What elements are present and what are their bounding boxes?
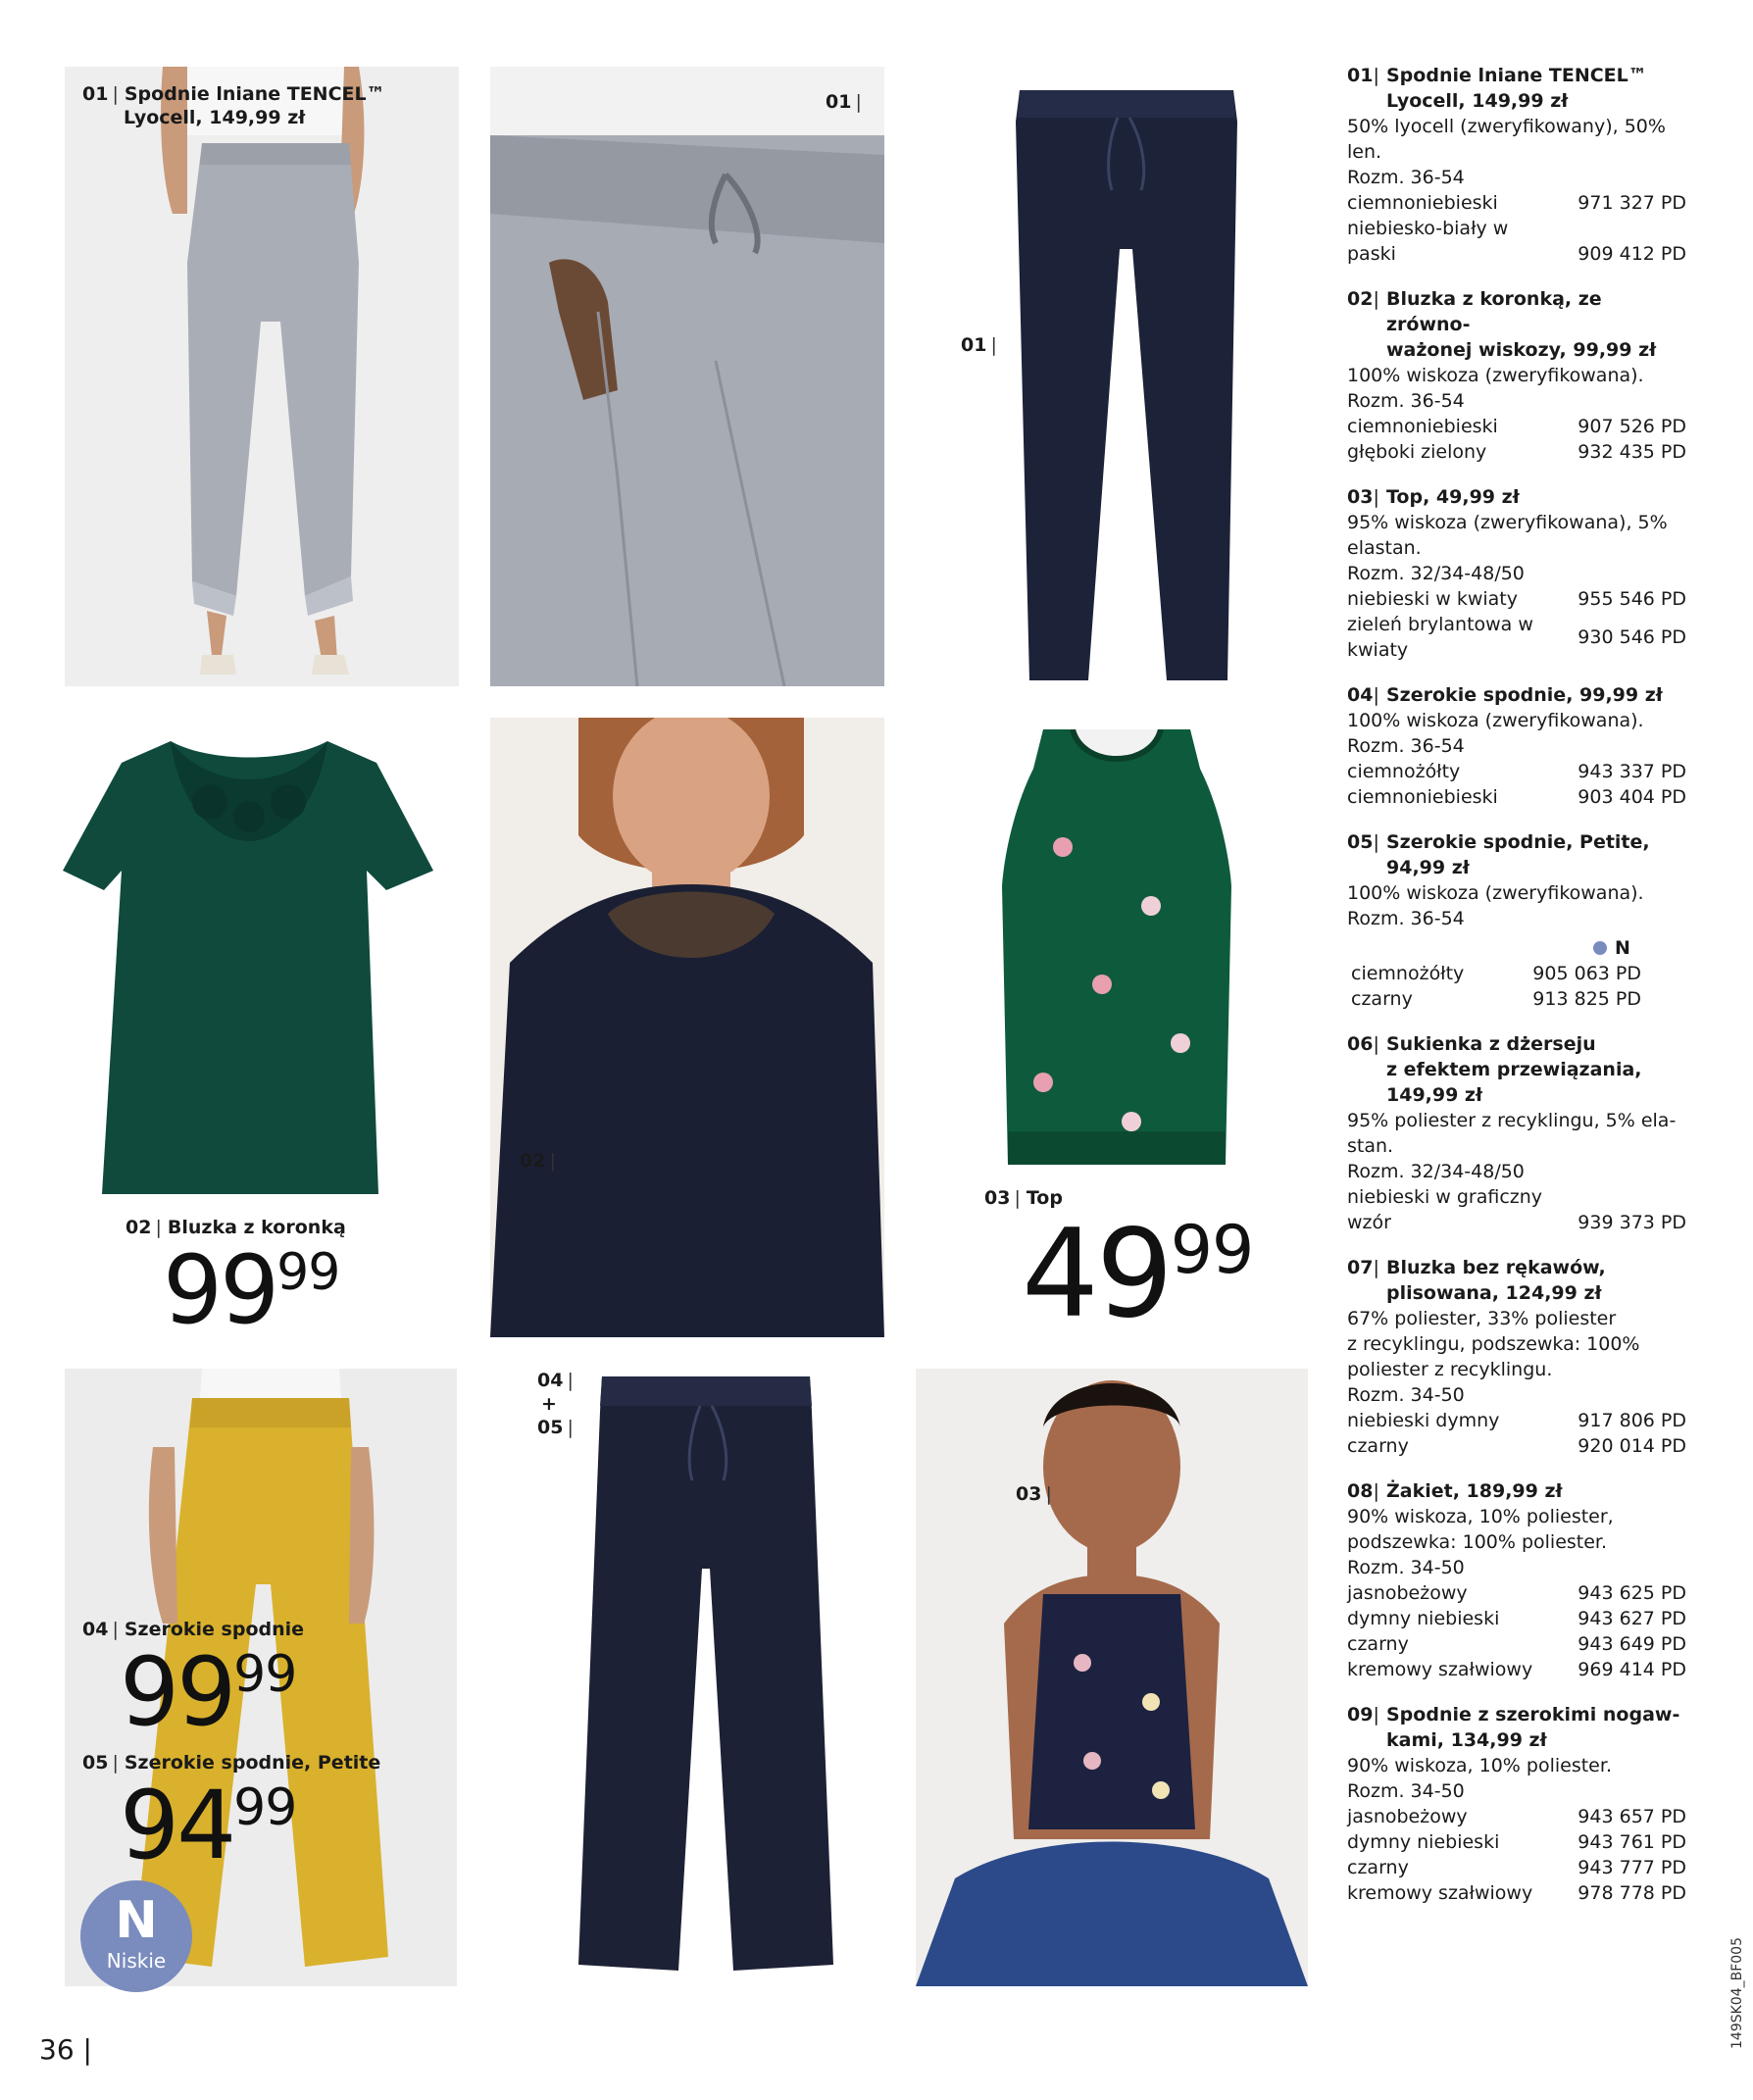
info-product-05: [1347, 829, 1686, 1012]
product-title-1: Top, 49,99 zł: [1386, 486, 1520, 508]
color-name: kremowy szałwiowy: [1347, 1882, 1533, 1904]
label-text: Szerokie spodnie: [124, 1619, 305, 1640]
order-code: 978 778 PD: [1578, 1882, 1686, 1904]
label-text: Top: [1026, 1187, 1063, 1209]
label-04-wide-pants: 04 | Szerokie spodnie: [82, 1619, 305, 1640]
info-product-01: [1347, 63, 1686, 267]
product-title: 02| Bluzka z koronką, ze zrówno- ważonej wiskozy, 99,99 zł: [1347, 288, 1657, 361]
photo-grey-pants-model: [65, 67, 459, 686]
price-int: 94: [120, 1771, 234, 1880]
color-name: niebieski dymny: [1347, 1410, 1500, 1431]
product-title: 08| Żakiet, 189,99 zł: [1347, 1480, 1563, 1502]
product-size: Rozm. 32/34-48/50: [1347, 1161, 1525, 1182]
product-desc: 90% wiskoza, 10% poliester.: [1347, 1755, 1612, 1776]
label-num-05: 05: [537, 1417, 564, 1438]
color-row: [1347, 1408, 1686, 1433]
label-num: 03: [984, 1187, 1011, 1209]
color-row: [1347, 1855, 1686, 1880]
color-row: [1347, 414, 1686, 439]
product-desc: poliester z recyklingu.: [1347, 1359, 1553, 1380]
product-title-1: Sukienka z dżerseju: [1386, 1033, 1596, 1055]
order-code: 903 404 PD: [1578, 786, 1686, 808]
product-title-2: z efektem przewiązania,: [1386, 1059, 1642, 1080]
order-code: 932 435 PD: [1578, 441, 1686, 463]
color-row: [1347, 1184, 1686, 1235]
order-code: 905 063 PD: [1532, 963, 1641, 984]
product-title-3: 149,99 zł: [1386, 1084, 1483, 1106]
product-title-1: Szerokie spodnie, 99,99 zł: [1386, 684, 1663, 706]
product-desc: 95% wiskoza (zweryfikowana), 5%: [1347, 512, 1668, 533]
product-title: 09| Spodnie z szerokimi nogaw- kami, 134,99 zł: [1347, 1704, 1680, 1751]
order-code: 943 627 PD: [1578, 1608, 1686, 1629]
label-num: 04: [82, 1619, 109, 1640]
color-name: czarny: [1347, 1633, 1409, 1655]
photo-floral-top-model: [916, 1369, 1308, 1986]
color-row: [1347, 784, 1686, 810]
product-title-2: Lyocell, 149,99 zł: [1386, 90, 1569, 112]
product-num: 02: [1347, 288, 1374, 310]
order-code: 943 761 PD: [1578, 1831, 1686, 1853]
product-desc: z recyklingu, podszewka: 100%: [1347, 1333, 1640, 1355]
label-05-petite: 05 | Szerokie spodnie, Petite: [82, 1752, 381, 1774]
label-0405: 04 | + 05 |: [537, 1370, 574, 1438]
product-size: Rozm. 32/34-48/50: [1347, 563, 1525, 584]
niskie-mark-letter: N: [1615, 937, 1630, 959]
price-int: 99: [120, 1637, 234, 1747]
product-title-2: kami, 134,99 zł: [1386, 1729, 1547, 1751]
product-desc: 90% wiskoza, 10% poliester,: [1347, 1506, 1614, 1527]
color-row: [1347, 1804, 1686, 1829]
product-num: 05: [1347, 831, 1374, 853]
product-title-2: 94,99 zł: [1386, 857, 1470, 878]
color-row: [1347, 586, 1686, 612]
catalog-code: 149SK04_BF005: [1729, 1937, 1745, 2049]
photo-green-floral-top: [984, 729, 1249, 1165]
order-code: 969 414 PD: [1578, 1659, 1686, 1680]
product-size: Rozm. 34-50: [1347, 1780, 1465, 1802]
order-code: 939 373 PD: [1578, 1212, 1686, 1233]
product-desc: 100% wiskoza (zweryfikowana).: [1347, 882, 1644, 904]
product-size: Rozm. 34-50: [1347, 1557, 1465, 1578]
label-03-top: 03 | Top: [984, 1187, 1063, 1209]
photo-navy-pants: [1010, 82, 1245, 686]
badge-text: Niskie: [106, 1949, 167, 1973]
color-name: czarny: [1347, 1435, 1409, 1457]
badge-letter: N: [115, 1891, 158, 1950]
product-title: 03| Top, 49,99 zł: [1347, 486, 1520, 508]
photo-grey-pants-closeup: [490, 67, 884, 686]
product-size: Rozm. 36-54: [1347, 390, 1465, 412]
product-desc: 67% poliester, 33% poliester: [1347, 1308, 1617, 1329]
product-title-1: Żakiet, 189,99 zł: [1386, 1480, 1563, 1502]
color-name: niebieski w kwiaty: [1347, 588, 1518, 610]
product-title-1: Bluzka bez rękawów,: [1386, 1257, 1606, 1278]
order-code: 971 327 PD: [1578, 192, 1686, 214]
label-01-navy: 01 |: [961, 334, 997, 356]
color-row: [1347, 1580, 1686, 1606]
product-size: Rozm. 36-54: [1347, 167, 1465, 188]
niskie-badge: [80, 1880, 192, 1992]
product-title-1: Szerokie spodnie, Petite,: [1386, 831, 1650, 853]
color-name: głęboki zielony: [1347, 441, 1487, 463]
product-desc: 50% lyocell (zweryfikowany), 50%: [1347, 116, 1666, 137]
photo-green-blouse: [63, 733, 435, 1194]
color-name: kremowy szałwiowy: [1347, 1659, 1533, 1680]
price-dec: 99: [1170, 1212, 1254, 1289]
color-row: [1347, 986, 1686, 1012]
price-int: 49: [1022, 1204, 1171, 1345]
color-name: ciemnożółty: [1351, 963, 1465, 984]
color-row: [1347, 1606, 1686, 1631]
product-num: 07: [1347, 1257, 1374, 1278]
order-code: 943 337 PD: [1578, 761, 1686, 782]
product-title-1: Bluzka z koronką, ze zrówno-: [1386, 288, 1602, 335]
label-num: 03: [1016, 1483, 1042, 1505]
color-row: [1347, 612, 1686, 663]
order-code: 943 625 PD: [1578, 1582, 1686, 1604]
price-dec: 99: [233, 1778, 297, 1837]
color-name: dymny niebieski: [1347, 1608, 1500, 1629]
product-desc: 95% poliester z recyklingu, 5% ela-: [1347, 1110, 1677, 1131]
order-code: 920 014 PD: [1578, 1435, 1686, 1457]
product-desc: elastan.: [1347, 537, 1422, 559]
price-05: [120, 1771, 297, 1880]
label-num: 01: [961, 334, 987, 356]
photo-navy-wide-pants: [576, 1373, 835, 1973]
label-text: Spodnie lniane TENCEL™: [124, 83, 385, 105]
info-product-08: [1347, 1478, 1686, 1682]
niskie-dot-icon: [1593, 941, 1607, 955]
order-code: 943 649 PD: [1578, 1633, 1686, 1655]
color-name: ciemnożółty: [1347, 761, 1461, 782]
label-01-closeup: 01 |: [826, 91, 862, 113]
product-title-2: ważonej wiskozy, 99,99 zł: [1386, 339, 1657, 361]
product-title: 01| Spodnie lniane TENCEL™ Lyocell, 149,99 zł: [1347, 65, 1647, 112]
label-03-model: 03 |: [1016, 1483, 1052, 1505]
product-title: 06| Sukienka z dżerseju z efektem przewiązania, 149,99 zł: [1347, 1033, 1642, 1106]
color-row: [1347, 439, 1686, 465]
product-size: Rozm. 36-54: [1347, 908, 1465, 929]
label-num: 02: [520, 1150, 546, 1172]
color-name: dymny niebieski: [1347, 1831, 1500, 1853]
label-02-model: 02 |: [520, 1150, 556, 1172]
color-name: jasnobeżowy: [1347, 1806, 1468, 1827]
label-num-04: 04: [537, 1370, 564, 1391]
label-text-2: Lyocell, 149,99 zł: [124, 107, 306, 128]
photo-navy-lace-blouse-model: [490, 718, 884, 1337]
info-product-09: [1347, 1702, 1686, 1906]
color-name: ciemnoniebieski: [1347, 192, 1498, 214]
color-name: ciemnoniebieski: [1347, 786, 1498, 808]
color-row: [1347, 190, 1686, 216]
product-title: 07| Bluzka bez rękawów, plisowana, 124,99 zł: [1347, 1257, 1606, 1304]
color-row: [1347, 1880, 1686, 1906]
product-title-1: Spodnie lniane TENCEL™: [1386, 65, 1647, 86]
price-04: [120, 1637, 297, 1747]
product-num: 09: [1347, 1704, 1374, 1725]
label-num: 02: [125, 1217, 152, 1238]
product-title-2: plisowana, 124,99 zł: [1386, 1282, 1602, 1304]
info-product-02: [1347, 286, 1686, 465]
label-num: 01: [826, 91, 852, 113]
product-info-column: [1347, 63, 1686, 1925]
price-03: [1022, 1204, 1254, 1345]
order-code: 917 806 PD: [1578, 1410, 1686, 1431]
product-desc: 100% wiskoza (zweryfikowana).: [1347, 710, 1644, 731]
price-int: 99: [163, 1235, 277, 1345]
color-name: ciemnoniebieski: [1347, 416, 1498, 437]
color-name: czarny: [1351, 988, 1413, 1010]
color-name: zieleń brylantowa w kwiaty: [1347, 614, 1533, 661]
order-code: 943 657 PD: [1578, 1806, 1686, 1827]
order-code: 930 546 PD: [1578, 626, 1686, 648]
product-num: 04: [1347, 684, 1374, 706]
color-row: [1347, 961, 1686, 986]
product-desc: len.: [1347, 141, 1382, 163]
price-dec: 99: [276, 1243, 340, 1302]
product-num: 03: [1347, 486, 1374, 508]
product-num: 06: [1347, 1033, 1374, 1055]
label-num: 05: [82, 1752, 109, 1774]
color-name: niebieski w graficzny wzór: [1347, 1186, 1543, 1233]
color-row: [1347, 216, 1686, 267]
price-dec: 99: [233, 1645, 297, 1704]
product-size: Rozm. 34-50: [1347, 1384, 1465, 1406]
color-name: jasnobeżowy: [1347, 1582, 1468, 1604]
info-product-06: [1347, 1031, 1686, 1235]
product-desc: 100% wiskoza (zweryfikowana).: [1347, 365, 1644, 386]
color-name: czarny: [1347, 1857, 1409, 1878]
color-row: [1347, 1829, 1686, 1855]
label-text: Bluzka z koronką: [167, 1217, 346, 1238]
order-code: 913 825 PD: [1532, 988, 1641, 1010]
info-product-03: [1347, 484, 1686, 663]
product-size: Rozm. 36-54: [1347, 735, 1465, 757]
label-01-grey-pants: 01 | Spodnie lniane TENCEL™ Lyocell, 149,99 zł: [82, 83, 385, 128]
order-code: 943 777 PD: [1578, 1857, 1686, 1878]
product-num: 01: [1347, 65, 1374, 86]
product-title: 04| Szerokie spodnie, 99,99 zł: [1347, 684, 1663, 706]
color-row: [1347, 1433, 1686, 1459]
price-02: [163, 1235, 340, 1345]
info-product-04: [1347, 682, 1686, 810]
color-row: [1347, 759, 1686, 784]
product-desc: stan.: [1347, 1135, 1394, 1157]
color-row: [1347, 1657, 1686, 1682]
color-name: niebiesko-biały w paski: [1347, 218, 1509, 265]
product-title: 05| Szerokie spodnie, Petite, 94,99 zł: [1347, 831, 1650, 878]
page-number: 36 |: [39, 2033, 92, 2066]
order-code: 955 546 PD: [1578, 588, 1686, 610]
product-title-1: Spodnie z szerokimi nogaw-: [1386, 1704, 1680, 1725]
order-code: 907 526 PD: [1578, 416, 1686, 437]
product-num: 08: [1347, 1480, 1374, 1502]
label-plus: +: [541, 1393, 557, 1415]
label-num: 01: [82, 83, 109, 105]
product-desc: podszewka: 100% poliester.: [1347, 1531, 1608, 1553]
order-code: 909 412 PD: [1578, 243, 1686, 265]
page-number-value: 36: [39, 2033, 75, 2066]
info-product-07: [1347, 1255, 1686, 1459]
label-02-blouse: 02 | Bluzka z koronką: [125, 1217, 346, 1238]
niskie-mark: [1543, 935, 1680, 961]
label-text: Szerokie spodnie, Petite: [124, 1752, 381, 1774]
color-row: [1347, 1631, 1686, 1657]
